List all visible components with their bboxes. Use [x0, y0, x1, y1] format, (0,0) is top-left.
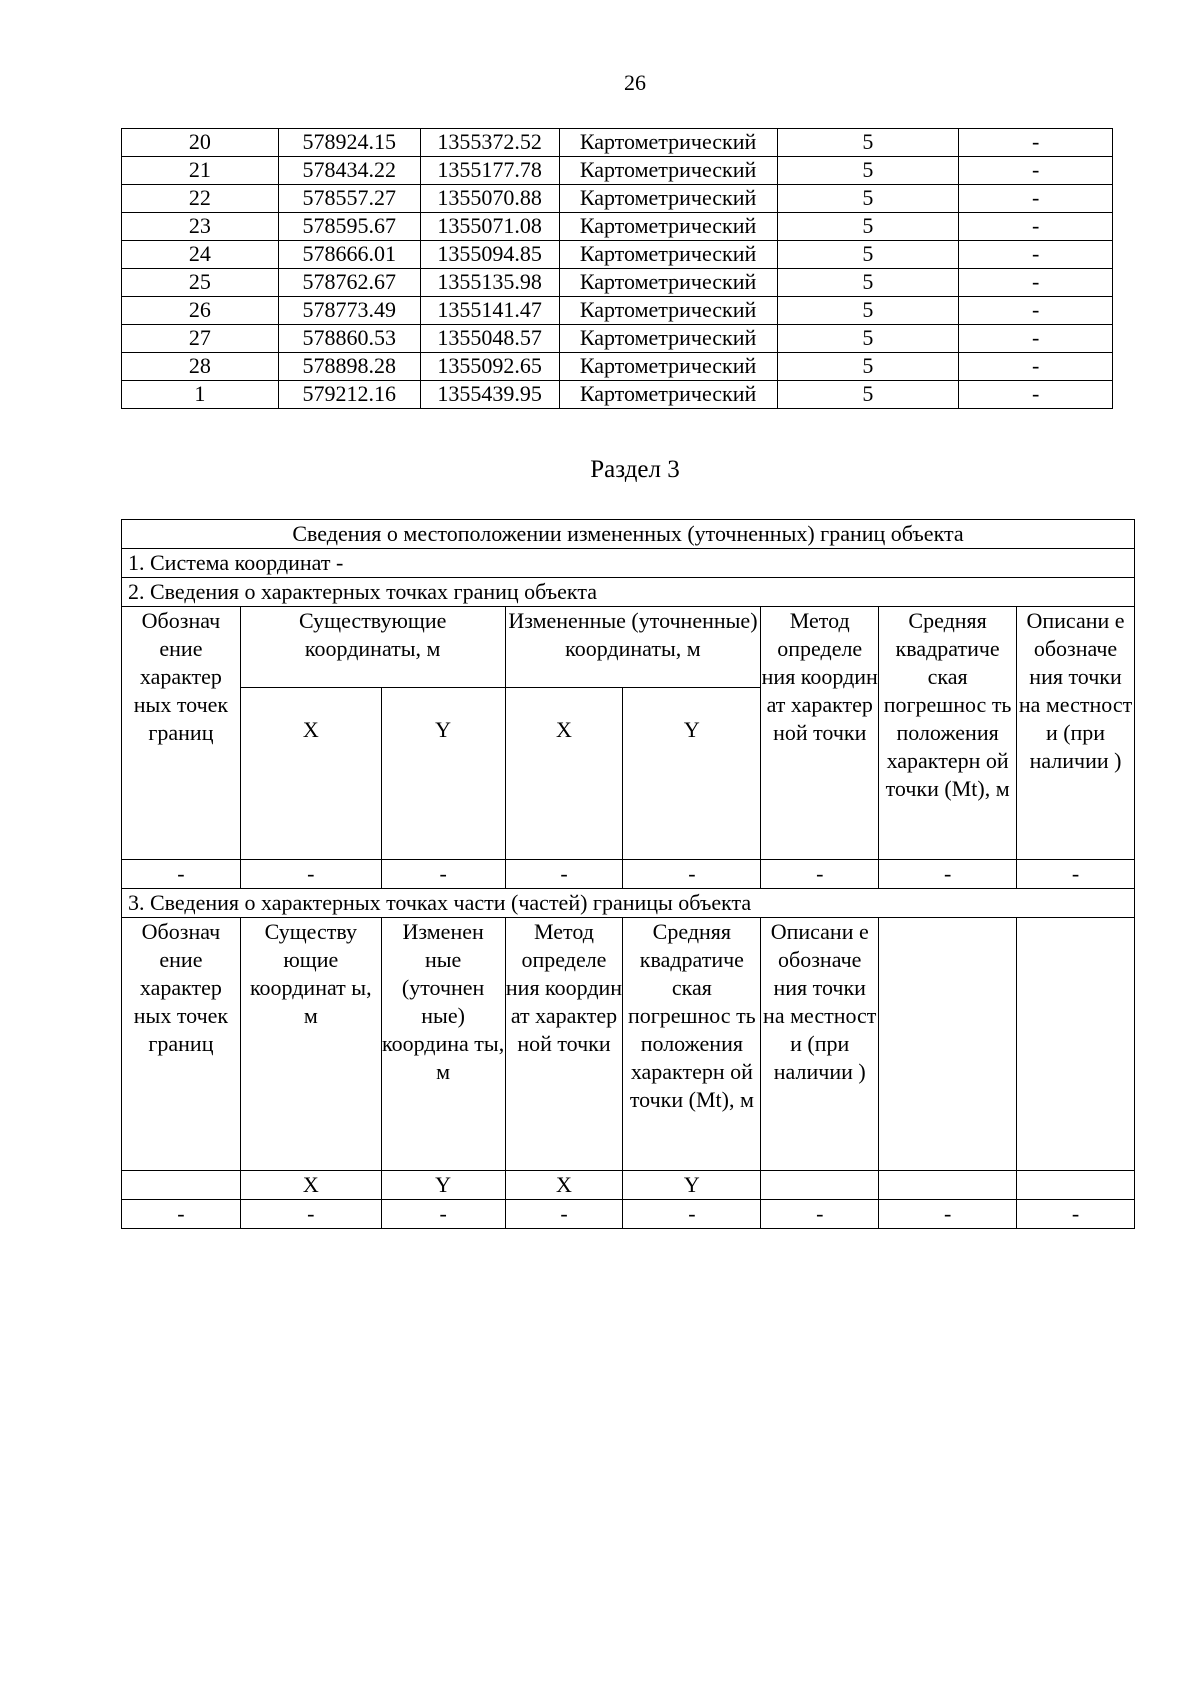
cell-x-coordinate: 578762.67	[278, 269, 420, 297]
p3-header-empty-2	[1017, 918, 1135, 1171]
dash-cell: -	[505, 860, 623, 889]
cell-description: -	[959, 185, 1113, 213]
cell-x-coordinate: 578773.49	[278, 297, 420, 325]
cell-x-coordinate: 578666.01	[278, 241, 420, 269]
dash-cell: -	[122, 1200, 241, 1229]
cell-accuracy: 5	[777, 353, 959, 381]
cell-description: -	[959, 353, 1113, 381]
p3-header-method: Метод определе ния координ ат характер ной точки	[505, 918, 623, 1171]
header-designation: Обознач ение характер ных точек границ	[122, 607, 241, 860]
dash-cell: -	[240, 1200, 381, 1229]
cell-description: -	[959, 129, 1113, 157]
cell-y-coordinate: 1355071.08	[420, 213, 559, 241]
cell-x-coordinate: 579212.16	[278, 381, 420, 409]
dash-cell: -	[623, 1200, 761, 1229]
cell-method: Картометрический	[559, 297, 777, 325]
cell-method: Картометрический	[559, 157, 777, 185]
p3-header-existing: Существу ющие координат ы, м	[240, 918, 381, 1171]
cell-accuracy: 5	[777, 129, 959, 157]
page-number: 26	[624, 70, 646, 95]
cell-method: Картометрический	[559, 269, 777, 297]
section-title: Раздел 3	[590, 456, 680, 483]
cell-y-coordinate: 1355135.98	[420, 269, 559, 297]
cell-point-number: 22	[122, 185, 279, 213]
cell-description: -	[959, 269, 1113, 297]
table-row	[122, 129, 1113, 157]
header-changed-coordinates: Измененные (уточненные) координаты, м	[505, 607, 761, 688]
cell-description: -	[959, 241, 1113, 269]
p3-axis-x1: X	[240, 1171, 381, 1200]
cell-method: Картометрический	[559, 241, 777, 269]
cell-x-coordinate: 578860.53	[278, 325, 420, 353]
header-method: Метод определе ния координ ат характер ной точки	[761, 607, 879, 860]
header-description: Описани е обозначе ния точки на местност и (при наличии )	[1017, 607, 1135, 860]
cell-accuracy: 5	[777, 213, 959, 241]
cell-y-coordinate: 1355141.47	[420, 297, 559, 325]
p3-header-changed: Изменен ные (уточнен ные) координа ты, м	[381, 918, 505, 1171]
cell-x-coordinate: 578557.27	[278, 185, 420, 213]
table-row	[122, 241, 1113, 269]
table-row	[122, 185, 1113, 213]
table-row	[122, 213, 1113, 241]
cell-method: Картометрический	[559, 325, 777, 353]
part2-title: 2. Сведения о характерных точках границ объекта	[122, 578, 1135, 607]
table-row	[122, 381, 1113, 409]
dash-cell: -	[381, 1200, 505, 1229]
header-changed-y: Y	[623, 688, 761, 860]
part3-title: 3. Сведения о характерных точках части (частей) границы объекта	[122, 889, 1135, 918]
cell-y-coordinate: 1355372.52	[420, 129, 559, 157]
table-row	[122, 325, 1113, 353]
cell-point-number: 20	[122, 129, 279, 157]
cell-y-coordinate: 1355094.85	[420, 241, 559, 269]
dash-cell: -	[761, 860, 879, 889]
cell-x-coordinate: 578595.67	[278, 213, 420, 241]
cell-x-coordinate: 578924.15	[278, 129, 420, 157]
coordinate-system-row: 1. Система координат -	[122, 549, 1135, 578]
dash-cell: -	[381, 860, 505, 889]
cell-y-coordinate: 1355177.78	[420, 157, 559, 185]
dash-cell: -	[505, 1200, 623, 1229]
p3-axis-empty-4	[1017, 1171, 1135, 1200]
dash-cell: -	[623, 860, 761, 889]
dash-cell: -	[240, 860, 381, 889]
p3-axis-x2: X	[505, 1171, 623, 1200]
cell-method: Картометрический	[559, 129, 777, 157]
table-row	[122, 157, 1113, 185]
dash-cell: -	[879, 1200, 1017, 1229]
dash-cell: -	[879, 860, 1017, 889]
cell-point-number: 25	[122, 269, 279, 297]
p3-header-designation: Обознач ение характер ных точек границ	[122, 918, 241, 1171]
part3-data-row	[122, 1200, 1135, 1229]
cell-method: Картометрический	[559, 185, 777, 213]
cell-y-coordinate: 1355048.57	[420, 325, 559, 353]
cell-accuracy: 5	[777, 381, 959, 409]
cell-point-number: 1	[122, 381, 279, 409]
cell-description: -	[959, 325, 1113, 353]
cell-method: Картометрический	[559, 353, 777, 381]
cell-point-number: 24	[122, 241, 279, 269]
p3-axis-y2: Y	[623, 1171, 761, 1200]
p3-axis-empty	[122, 1171, 241, 1200]
cell-accuracy: 5	[777, 325, 959, 353]
p3-axis-empty-3	[879, 1171, 1017, 1200]
table-row	[122, 269, 1113, 297]
dash-cell: -	[761, 1200, 879, 1229]
cell-description: -	[959, 381, 1113, 409]
cell-point-number: 26	[122, 297, 279, 325]
table-row	[122, 297, 1113, 325]
cell-accuracy: 5	[777, 157, 959, 185]
header-existing-x: X	[240, 688, 381, 860]
header-existing-coordinates: Существующие координаты, м	[240, 607, 505, 688]
dash-cell: -	[1017, 860, 1135, 889]
cell-description: -	[959, 213, 1113, 241]
cell-y-coordinate: 1355092.65	[420, 353, 559, 381]
cell-description: -	[959, 157, 1113, 185]
p3-header-empty-1	[879, 918, 1017, 1171]
part2-data-row	[122, 860, 1135, 889]
section3-table	[121, 519, 1135, 1229]
header-existing-y: Y	[381, 688, 505, 860]
cell-method: Картометрический	[559, 381, 777, 409]
p3-axis-y1: Y	[381, 1171, 505, 1200]
cell-point-number: 27	[122, 325, 279, 353]
header-changed-x: X	[505, 688, 623, 860]
section3-title: Сведения о местоположении измененных (уточненных) границ объекта	[122, 520, 1135, 549]
cell-point-number: 21	[122, 157, 279, 185]
table-row	[122, 353, 1113, 381]
cell-accuracy: 5	[777, 269, 959, 297]
p3-axis-empty-2	[761, 1171, 879, 1200]
cell-y-coordinate: 1355070.88	[420, 185, 559, 213]
header-error: Средняя квадратиче ская погрешнос ть положения характерн ой точки (Mt), м	[879, 607, 1017, 860]
cell-accuracy: 5	[777, 185, 959, 213]
cell-point-number: 28	[122, 353, 279, 381]
cell-method: Картометрический	[559, 213, 777, 241]
p3-header-error: Средняя квадратиче ская погрешнос ть положения характерн ой точки (Mt), м	[623, 918, 761, 1171]
cell-x-coordinate: 578898.28	[278, 353, 420, 381]
cell-x-coordinate: 578434.22	[278, 157, 420, 185]
cell-y-coordinate: 1355439.95	[420, 381, 559, 409]
dash-cell: -	[122, 860, 241, 889]
coordinates-table-continued	[121, 128, 1113, 409]
cell-point-number: 23	[122, 213, 279, 241]
cell-accuracy: 5	[777, 297, 959, 325]
p3-header-description: Описани е обозначе ния точки на местност и (при наличии )	[761, 918, 879, 1171]
dash-cell: -	[1017, 1200, 1135, 1229]
cell-description: -	[959, 297, 1113, 325]
cell-accuracy: 5	[777, 241, 959, 269]
